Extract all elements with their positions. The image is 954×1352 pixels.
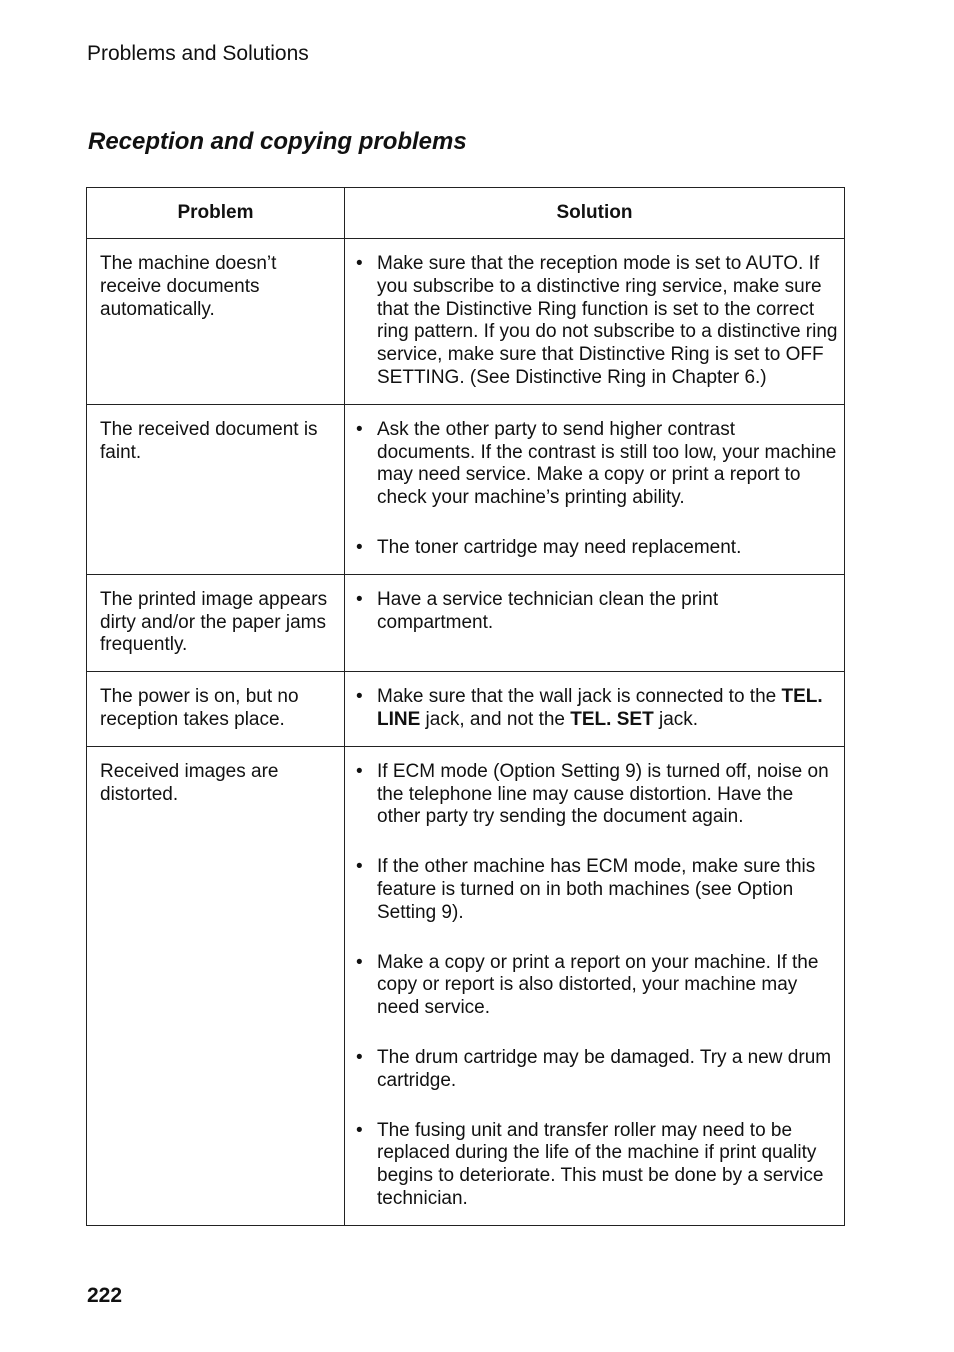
solution-text: The drum cartridge may be damaged. Try a new drum cartridge. [377,1046,832,1091]
solution-list [356,686,838,732]
solution-text: The fusing unit and transfer roller may need to be replaced during the life of the machine if print quality begins to deteriorate. This must be done by a service technician. [377,1119,824,1209]
bullet-icon: • [356,253,363,274]
solution-text: The toner cartridge may need replacement. [377,536,742,558]
solution-list [356,419,838,560]
solution-text-part: jack, and not the [420,708,571,730]
bullet-icon: • [356,856,363,878]
bullet-icon: • [356,1046,363,1068]
table-row [87,404,845,574]
solution-cell [345,574,845,671]
troubleshooting-table [86,187,845,1226]
solution-item [356,589,838,635]
solution-item [356,686,838,732]
tel-set-jack-label: TEL. SET [570,708,654,730]
running-head: Problems and Solutions [87,42,309,65]
solution-item [356,952,838,1020]
problem-cell: The received document is faint. [87,404,345,574]
tel-line-jack-label: TEL. LINE [377,686,823,730]
bullet-icon: • [356,760,363,782]
section-title: Reception and copying problems [88,128,467,155]
problem-cell: The printed image appears dirty and/or the paper jams frequently. [87,574,345,671]
table-row [87,239,845,405]
bullet-icon: • [356,951,363,973]
solution-item [356,1120,838,1211]
solution-text: If ECM mode (Option Setting 9) is turned off, noise on the telephone line may cause distortion. Have the other party try sending the document again. [377,760,829,828]
bullet-icon: • [356,588,363,610]
bullet-icon: • [356,536,363,558]
solution-cell [345,746,845,1225]
solution-item [356,419,838,510]
column-header-solution: Solution [345,188,845,239]
solution-cell [345,404,845,574]
problem-cell: The power is on, but no reception takes place. [87,672,345,747]
problem-cell: The machine doesn’t receive documents automatically. [87,239,345,405]
solution-cell [345,672,845,747]
solution-item [356,1047,838,1093]
table-row [87,746,845,1225]
column-header-problem: Problem [87,188,345,239]
solution-item [356,537,838,560]
solution-cell [345,239,845,405]
bullet-icon: • [356,1119,363,1141]
solution-text: If the other machine has ECM mode, make sure this feature is turned on in both machines (see Option Setting 9). [377,856,816,923]
table-row [87,574,845,671]
solution-text-part: jack. [653,708,699,730]
solution-item [356,761,838,829]
solution-text: Ask the other party to send higher contrast documents. If the contrast is still too low, your machine may need service. Make a copy or print a report to check your machine’s printing ability. [377,418,837,509]
solution-text: Make a copy or print a report on your machine. If the copy or report is also distorted, your machine may need service. [377,951,819,1019]
table-row [87,672,845,747]
solution-list [356,589,838,635]
solution-item [356,856,838,924]
bullet-icon: • [356,418,363,440]
solution-list [356,761,838,1211]
solution-text: Have a service technician clean the print compartment. [377,588,719,633]
solution-text-part: Make sure that the wall jack is connected to the [377,686,782,708]
solution-item [356,253,838,390]
solution-list [356,253,838,390]
bullet-icon: • [356,686,363,708]
problem-cell: Received images are distorted. [87,746,345,1225]
solution-text: Make sure that the reception mode is set to AUTO. If you subscribe to a distinctive ring service, make sure that the Distinctive Ring function is set to the correct ring pattern. If you do not subscribe to a distinctive ring service, make sure that Distinctive Ring is set to OFF SETTING. (See Distinctive Ring in Chapter 6.) [377,253,838,388]
table-header-row [87,188,845,239]
page-number: 222 [87,1284,123,1307]
